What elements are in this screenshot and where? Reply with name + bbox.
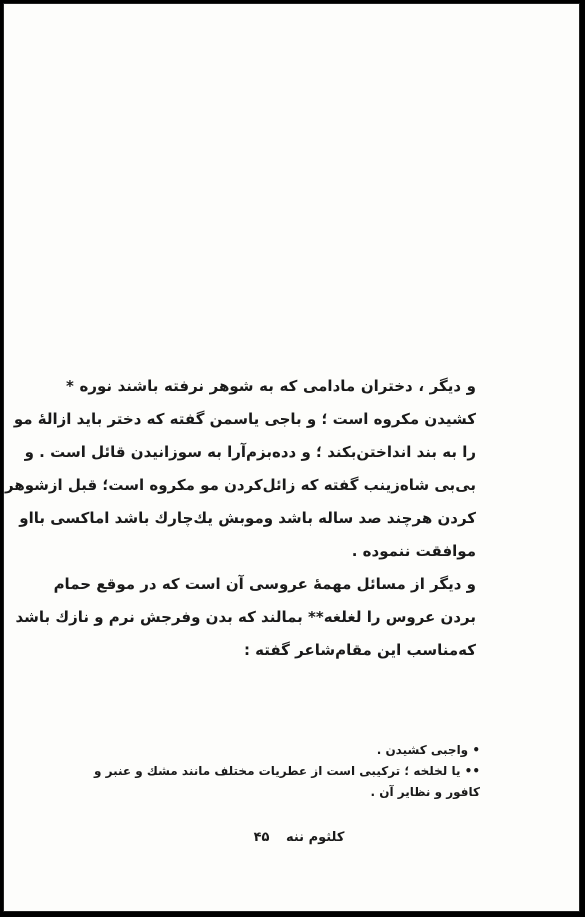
text-line: که‌مناسب این مقام‌شاعر گفته : <box>243 641 476 659</box>
text-line: و دیگر از مسائل مهمهٔ عروسی آن است که در موقع حمام <box>53 575 476 593</box>
text-line: موافقت ننموده . <box>351 542 476 560</box>
page-footer <box>244 830 354 845</box>
running-title: کلثوم ننه <box>285 830 345 845</box>
paragraph-2 <box>15 568 476 667</box>
page-number: ۴۵ <box>253 830 270 845</box>
text-line: و دیگر ، دختران مادامی که به شوهر نرفته باشند نوره * <box>66 377 476 395</box>
footnote-2: •• یا لخلخه ؛ ترکیبی است از عطریات مختلف مانند مشك و عنبر و <box>93 764 480 778</box>
footnote-1: • واجبی کشیدن . <box>376 743 480 757</box>
text-line: بردن عروس را لغلغه** بمالند که بدن وفرجش نرم و نازك باشد <box>15 608 476 626</box>
body-text <box>4 370 476 667</box>
text-line: بی‌بی شاه‌زینب گفته که زائل‌کردن مو مکروه است؛ قبل ازشوهر <box>4 476 476 494</box>
footnote-2-continued: کافور و نظایر آن . <box>370 785 480 799</box>
text-line: کشیدن مکروه است ؛ و باجی یاسمن گفته که دختر باید ازالهٔ مو <box>13 410 476 428</box>
paragraph-1 <box>4 370 476 568</box>
text-line: کردن هرچند صد ساله باشد وموبش یك‌چارك باشد اماکسی بااو <box>19 509 476 527</box>
footnotes <box>70 740 480 803</box>
book-page <box>3 3 580 912</box>
text-line: را به بند انداختن‌بکند ؛ و دده‌بزم‌آرا به سوزانیدن قائل است . و <box>24 443 476 461</box>
